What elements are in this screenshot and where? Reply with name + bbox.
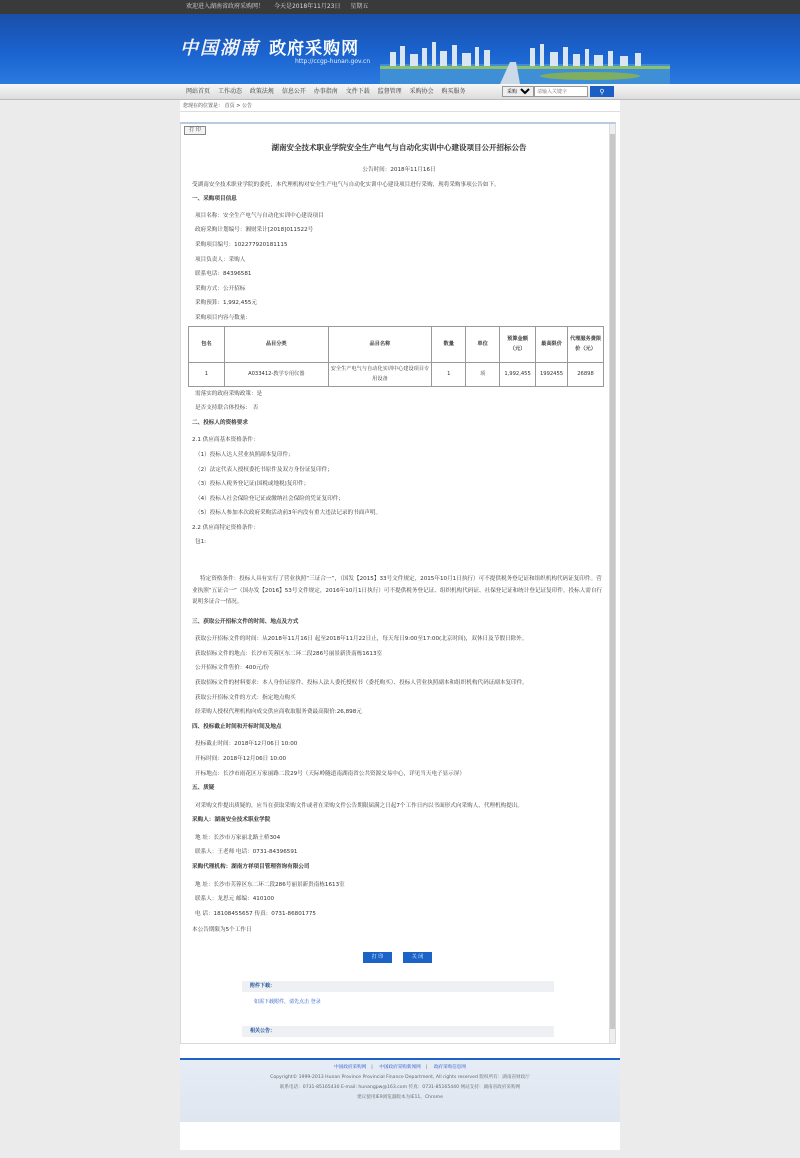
period-text: 本公告期限为5个工作日 [192, 927, 252, 934]
policy-line: 需落实的政府采购政策：是 [195, 390, 263, 397]
today-text: 今天是2018年11月23日 [273, 3, 341, 10]
project-info-line: 政府采购计划编号：湘财采计[2018]011522号 [195, 227, 314, 234]
table-header: 品目名称 [328, 326, 432, 362]
table-cell: 1992455 [536, 362, 568, 386]
acquire-line: 经采购人授权代理机构向成交供应商收取服务费最高限价:26,898元 [195, 709, 362, 716]
consortium-line: 是否支持联合体投标： 否 [195, 405, 259, 412]
contact-text: 联系电话：0731-85165430 E-mail: hunangpw@163.com 传真：0731-85165440 网站支持：湖南省政府采购网 [279, 1085, 521, 1090]
project-info-line: 联系电话：84396581 [195, 271, 252, 278]
table-header: 品目分类 [224, 326, 328, 362]
purchaser-info: 联系人：王老师 电话：0731-84396591 [195, 849, 298, 856]
intro-text: 受湖南安全技术职业学院的委托，本代理机构对安全生产电气与自动化实训中心建设项目进行采购，现将采购事项公告如下。 [192, 181, 500, 188]
vertical-scrollbar[interactable] [609, 124, 615, 1043]
page-footer: 中国政府采购网 | 中国政府采购新闻网 | 政府采购信息网 Copyright© 1999-2013 Hunan Province Provincial Finance Department, All rights reserved 版权所有：湖南省财政厅 联系电话：0731-85165430 E-mail: hunangpw@163.com 传真：0731-85165440 网站支持：湖南省政府采购网 建议使用IE9浏览器版本为IE11、Chrome [180, 1058, 620, 1122]
site-url: http://ccgp-hunan.gov.cn [295, 58, 371, 65]
table-row [189, 362, 604, 386]
announcement-frame [180, 122, 616, 1044]
purchaser-info: 地 址：长沙市万家丽北路土桥304 [195, 834, 281, 841]
nav-services[interactable]: 购买服务 [441, 88, 466, 95]
project-info-line: 采购项目编号：102277920181115 [195, 241, 288, 248]
attachment-login-link[interactable]: 如需下载附件，请先点击 登录 [254, 999, 321, 1005]
table-header: 数量 [432, 326, 466, 362]
table-header: 单位 [466, 326, 500, 362]
project-info-line: 项目名称：安全生产电气与自动化实训中心建设项目 [195, 212, 324, 219]
nav-work-news[interactable]: 工作动态 [217, 88, 242, 95]
acquire-line: 公开招标文件售价：400元/份 [195, 665, 270, 672]
section-heading: 三、获取公开招标文件的时间、地点及方式 [192, 618, 299, 625]
section-heading: 五、质疑 [192, 785, 215, 792]
table-cell: 1 [189, 362, 225, 386]
table-header: 最高限价 [536, 326, 568, 362]
breadcrumb-label: 您现在的位置是： [183, 103, 224, 109]
print-button[interactable]: 打 印 [363, 952, 392, 963]
top-bar [0, 0, 800, 14]
footer-link[interactable]: 中国政府采购新闻网 [379, 1065, 421, 1070]
site-logo[interactable] [180, 34, 370, 65]
qualification-line: （3）投标人税务登记证(国税或地税)复印件； [195, 481, 310, 488]
browser-note: 建议使用IE9浏览器版本为IE11、Chrome [357, 1095, 443, 1100]
announcement-title: 湖南安全技术职业学院安全生产电气与自动化实训中心建设项目公开招标公告 [271, 143, 527, 152]
footer-link[interactable]: 政府采购信息网 [433, 1065, 466, 1070]
breadcrumb-current: 公告 [242, 103, 253, 109]
weekday-text: 星期五 [350, 3, 369, 10]
project-info-line: 采购项目内容与数量： [195, 314, 251, 321]
nav-downloads[interactable]: 文件下载 [345, 88, 370, 95]
agent-info: 电 话：18108455657 传真：0731-86801775 [195, 910, 316, 917]
table-header-row [189, 326, 604, 362]
agent-info: 地 址：长沙市芙蓉区东二环二段286号丽景新贵南栋1613室 [195, 881, 345, 888]
section-heading: 一、采购项目信息 [192, 196, 237, 203]
purchaser-name: 采购人：湖南安全技术职业学院 [192, 817, 271, 824]
acquire-line: 获取公开招标文件的方式：指定地点购买 [195, 694, 296, 701]
nav-supervision[interactable]: 监督管理 [377, 88, 402, 95]
copyright-text: Copyright© 1999-2013 Hunan Province Provincial Finance Department, All rights reserved 版权所有：湖南省财政厅 [270, 1075, 530, 1080]
footer-link[interactable]: 中国政府采购网 [334, 1065, 367, 1070]
related-title: 相关公告： [242, 1026, 554, 1037]
table-header: 包名 [189, 326, 225, 362]
project-info-line: 采购预算：1,992,455元 [195, 300, 258, 307]
search-box [502, 86, 614, 97]
table-cell: A033412-教学专用仪器 [224, 362, 328, 386]
qualification-line: （1）投标人达人营业执照副本复印件； [195, 451, 294, 458]
qualification-line: （2）法定代表人授权委托书原件及双方身份证复印件； [195, 466, 333, 473]
logo-text: 中国湖南 [180, 38, 260, 59]
deadline-line: 开标地点：长沙市雨花区万家丽路二段29号（天际岭隧道南湖南省公共资源交易中心，详见当天电子显示屏） [195, 770, 466, 777]
special-qualification: 特定资格条件：投标人具有实行了营业执照“三证合一”，（国发【2015】33号文件规定，2015年10月1日执行）可不提供税务登记证和组织机构代码证复印件。营业执照“五证合一”（国办发【2016】53号文件规定，2016年10月1日执行）可不提供税务登记证、组织机构代码证、社保登记证和统计登记证复印件。投标人需自行说明多证合一情况。 [192, 576, 603, 606]
search-button[interactable] [590, 86, 614, 97]
section-heading: 四、投标截止时间和开标时间及地点 [192, 723, 282, 730]
nav-policy[interactable]: 政策法规 [249, 88, 274, 95]
search-scope-select[interactable] [502, 86, 534, 97]
nav-home[interactable]: 网站首页 [186, 88, 211, 95]
procurement-table [188, 326, 604, 387]
table-header: 预算金额（元） [500, 326, 536, 362]
section-heading: 二、投标人的资格要求 [192, 419, 248, 426]
qualification-line: （4）投标人社会保险登记证或缴纳社会保险的凭证复印件； [195, 495, 344, 502]
nav-association[interactable]: 采购协会 [409, 88, 434, 95]
close-button[interactable]: 关 闭 [403, 952, 432, 963]
breadcrumb-home[interactable]: 首页 [224, 103, 235, 109]
qualification-line: 2.1 供应商基本资格条件： [192, 437, 259, 444]
acquire-line: 获取招标文件的材料要求：本人身份证原件、投标人法人委托授权书（委托购买）、投标人营业执照副本和组织机构代码证副本复印件。 [195, 679, 528, 686]
qualification-line: 包1: [195, 539, 207, 546]
table-cell: 安全生产电气与自动化实训中心建设项目专用设备 [328, 362, 432, 386]
announcement-date: 公告时间：2018年11月16日 [362, 167, 436, 173]
deadline-line: 投标截止时间：2018年12月06日 10:00 [195, 741, 298, 748]
challenge-text: 对采购文件提出质疑的，应当在获取采购文件或者在采购文件公告期限届满之日起7个工作日内以书面形式向采购人、代理机构提出。 [195, 802, 523, 809]
attachments-section [242, 981, 554, 1041]
announcement-body [192, 124, 606, 938]
attachments-title: 附件下载： [242, 981, 554, 992]
table-cell: 1 [432, 362, 466, 386]
search-input[interactable] [534, 86, 588, 97]
city-skyline-image [380, 42, 670, 84]
main-nav [0, 84, 800, 100]
qualification-line: （5）投标人参加本次政府采购活动前3年内没有重大违法记录的书面声明。 [195, 510, 382, 517]
table-cell: 26898 [568, 362, 604, 386]
table-cell: 1,992,455 [500, 362, 536, 386]
site-title: 政府采购网 [269, 39, 360, 59]
site-banner [0, 14, 800, 84]
project-info-line: 项目负责人：采购人 [195, 256, 246, 263]
acquire-line: 获取公开招标文件的时间：从2018年11月16日 起至2018年11月22日止，每天每日9:00至17:00(北京时间)，双休日及节假日除外。 [195, 636, 528, 643]
nav-guide[interactable]: 办事指南 [313, 88, 338, 95]
search-icon: ⚲ [599, 88, 605, 96]
qualification-line: 2.2 供应商特定资格条件： [192, 524, 259, 531]
agent-name: 采购代理机构：湖南方祥项目管理咨询有限公司 [192, 864, 310, 871]
agent-info: 联系人：龙思元 邮编：410100 [195, 896, 275, 903]
project-info-line: 采购方式：公开招标 [195, 285, 246, 292]
nav-info-public[interactable]: 信息公开 [281, 88, 306, 95]
breadcrumb [180, 100, 620, 112]
acquire-line: 获取招标文件的地点：长沙市芙蓉区东二环二段286号丽景新贵南栋1613室 [195, 650, 383, 657]
breadcrumb-sep: > [236, 103, 241, 109]
table-cell: 项 [466, 362, 500, 386]
deadline-line: 开标时间：2018年12月06日 10:00 [195, 755, 287, 762]
scrollbar-thumb[interactable] [610, 134, 615, 1029]
table-header: 代理服务费限价（元） [568, 326, 604, 362]
welcome-text: 欢迎进入湖南省政府采购网！ [186, 3, 265, 10]
print-top-button[interactable]: 打 印 [184, 126, 206, 135]
